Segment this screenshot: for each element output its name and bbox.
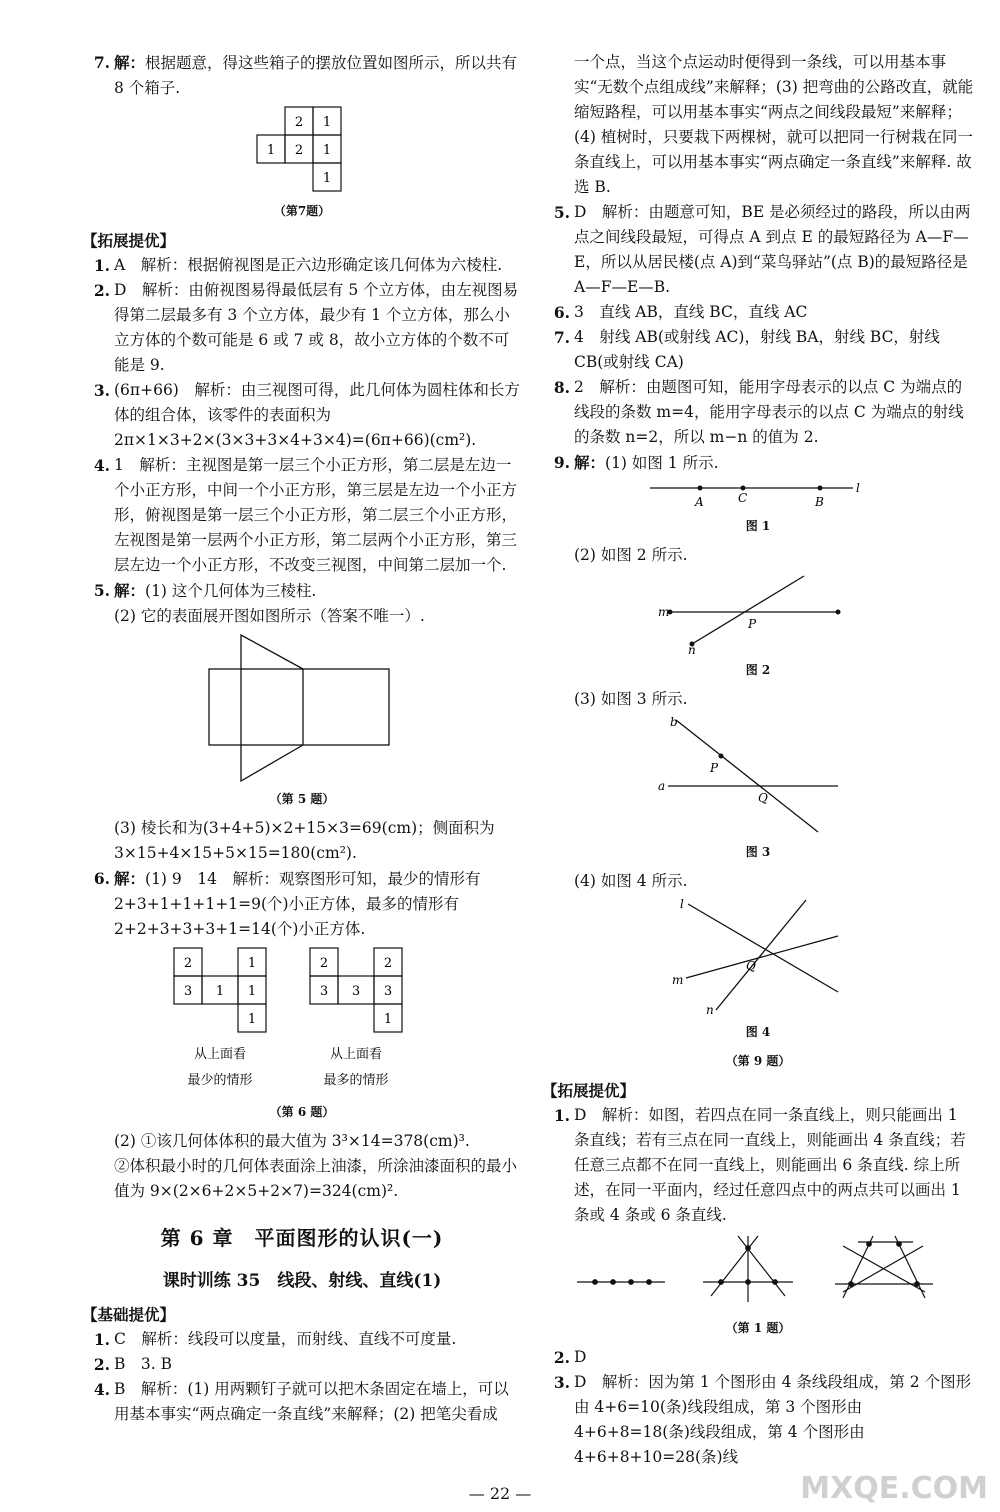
answer-number: 2.	[93, 281, 110, 300]
figure-caption: （第 1 题）	[725, 1321, 791, 1335]
view-label: 从上面看	[329, 1047, 383, 1062]
point-label: B	[815, 495, 824, 509]
answer-number: 1.	[93, 1330, 110, 1349]
grid-cell: 1	[322, 171, 332, 186]
answer-text: D 解析：由俯视图易得最低层有 5 个立方体，由左视图易得第二层最多有 3 个立方体，最少有 1 个立方体，那么小立方体的个数可能是 6 或 7 或 8，故小立方体的个数不可能是 9.	[114, 281, 519, 374]
view-label: 从上面看	[193, 1047, 247, 1062]
view-label: 最少的情形	[187, 1073, 253, 1088]
figure-caption: （第 6 题）	[269, 1105, 335, 1119]
answer-number: 7.	[553, 328, 570, 347]
page-number: — 22 —	[468, 1484, 532, 1503]
answer-x2	[542, 1345, 974, 1370]
point-label: Q	[746, 959, 756, 973]
answer-e2	[82, 278, 522, 378]
grid-cell: 3	[383, 984, 393, 999]
answer-number: 1.	[553, 1106, 570, 1125]
answer-number: 8.	[553, 378, 570, 397]
answer-number: 5.	[93, 581, 110, 600]
answer-e1	[82, 253, 522, 278]
answer-e4	[82, 453, 522, 578]
figure-9-1	[542, 480, 974, 510]
grid-cell: 1	[247, 956, 257, 971]
grid-cell: 1	[322, 115, 332, 130]
answer-text: A 解析：根据俯视图是正六边形确定该几何体为六棱柱.	[114, 256, 503, 274]
answer-paragraph: (2) 它的表面展开图如图所示（答案不唯一）.	[114, 607, 425, 625]
answer-e3	[82, 378, 522, 453]
figure-x1	[542, 1232, 974, 1312]
answer-lead: 解：	[574, 453, 606, 472]
line-label: l	[680, 898, 684, 911]
line-diagram-1	[648, 480, 868, 510]
figure-9-4	[542, 898, 974, 1016]
answer-b2	[82, 1352, 522, 1377]
answer-lead: 解：	[114, 581, 146, 600]
answer-number: 3.	[93, 381, 110, 400]
answer-lead: 解：	[114, 53, 146, 72]
answer-paragraph: (2) ①该几何体体积的最大值为 3³×14=378(cm)³.	[114, 1132, 470, 1150]
answer-paragraph: (3) 如图 3 所示.	[574, 690, 688, 708]
point-label: Q	[758, 791, 768, 805]
line-label: m	[658, 605, 670, 619]
grid-cell: 2	[294, 143, 304, 158]
answer-number: 2.	[553, 1348, 570, 1367]
answer-r6	[542, 300, 974, 325]
grid-cell: 3	[183, 984, 193, 999]
figure-9-3	[542, 716, 974, 836]
answer-text: B 解析：(1) 用两颗钉子就可以把木条固定在墙上，可以用基本事实“两点确定一条直线”来解释；(2) 把笔尖看成	[114, 1380, 509, 1423]
section-heading: 【拓展提优】	[542, 1081, 636, 1100]
grid-cell: 2	[183, 956, 193, 971]
answer-text: (1) 如图 1 所示.	[605, 454, 719, 472]
answer-paragraph: (4) 如图 4 所示.	[574, 872, 688, 890]
line-diagram-2	[658, 572, 858, 654]
answer-text: (6π+66) 解析：由三视图可得，此几何体为圆柱体和长方体的组合体，该零件的表面积为 2π×1×3+2×(3×3+3×4+3×4)=(6π+66)(cm²).	[114, 381, 520, 449]
left-column	[82, 50, 522, 1427]
answer-r8	[542, 375, 974, 450]
line-label: n	[688, 643, 696, 654]
point-label: A	[695, 495, 704, 509]
answer-text: (1) 9 14 解析：观察图形可知，最少的情形有 2+3+1+1+1+1=9(个)小正方体，最多的情形有 2+2+3+3+3+1=14(个)小正方体.	[114, 870, 481, 938]
section-heading: 【拓展提优】	[82, 231, 176, 250]
view-label: 最多的情形	[323, 1073, 389, 1088]
answer-number: 4.	[93, 456, 110, 475]
grid-cell: 2	[294, 115, 304, 130]
line-label: a	[658, 779, 666, 793]
chapter-title: 第 6 章 平面图形的认识(一)	[160, 1226, 444, 1250]
answer-number: 5.	[553, 203, 570, 222]
grid-cell: 1	[383, 1012, 393, 1027]
figure-caption: 图 3	[745, 845, 771, 859]
figure-caption: 图 2	[745, 663, 771, 677]
lesson-title: 课时训练 35 线段、射线、直线(1)	[162, 1271, 442, 1291]
top-view-grids	[172, 946, 432, 1096]
answer-text: D 解析：因为第 1 个图形由 4 条线段组成，第 2 个图形由 4+6=10(条)线段组成，第 3 个图形由 4+6+8=18(条)线段组成，第 4 个图形由 4+6+8+10=28(条)线	[574, 1373, 972, 1466]
figure-q6	[82, 946, 522, 1096]
answer-text: 3 直线 AB，直线 BC，直线 AC	[574, 303, 808, 321]
answer-number: 6.	[553, 303, 570, 322]
answer-7	[82, 50, 522, 101]
answer-text: 2 解析：由题图可知，能用字母表示的以点 C 为端点的线段的条数 m=4，能用字母表示的以点 C 为端点的射线的条数 n=2，所以 m−n 的值为 2.	[574, 378, 964, 446]
grid-cell: 2	[383, 956, 393, 971]
answer-e5	[82, 578, 522, 604]
answer-text: 4 射线 AB(或射线 AC)，射线 BA，射线 BC，射线 CB(或射线 CA)	[574, 328, 940, 371]
answer-text: C 解析：线段可以度量，而射线、直线不可度量.	[114, 1330, 457, 1348]
prism-net	[207, 633, 397, 783]
answer-number: 1.	[93, 256, 110, 275]
four-points-diagram	[573, 1232, 943, 1312]
figure-9-2	[542, 572, 974, 654]
answer-text: D	[574, 1348, 587, 1366]
line-label: l	[856, 481, 860, 495]
box-layout-grid	[252, 105, 352, 195]
answer-text: 1 解析：主视图是第一层三个小正方形，第二层是左边一个小正方形，中间一个小正方形，第三层是左边一个小正方形，俯视图是第一层三个小正方形，第二层三个小正方形，左视图是第一层两个小正方形，第二层两个小正方形，第三层左边一个小正方形，不改变三视图，中间第二层加一个.	[114, 456, 518, 574]
answer-paragraph: ②体积最小时的几何体表面涂上油漆，所涂油漆面积的最小值为 9×(2×6+2×5+2×7)=324(cm)².	[114, 1157, 518, 1200]
answer-b4	[82, 1377, 522, 1427]
grid-cell: 1	[247, 984, 257, 999]
point-label: P	[710, 761, 719, 775]
line-diagram-4	[658, 898, 858, 1016]
grid-cell: 1	[247, 1012, 257, 1027]
answer-text: D 解析：如图，若四点在同一条直线上，则只能画出 1 条直线；若有三点在同一直线上，则能画出 4 条直线；若任意三点都不在同一直线上，则能画出 6 条直线. 综上所述，在同一平面内，经过任意四点中的两点共可以画出 1 条或 4 条或 6 条直线.	[574, 1106, 966, 1224]
answer-r9	[542, 450, 974, 476]
point-label: C	[738, 491, 748, 505]
grid-cell: 1	[266, 143, 276, 158]
figure-caption: 图 4	[745, 1025, 771, 1039]
grid-cell: 2	[319, 956, 329, 971]
answer-text: B 3. B	[114, 1355, 172, 1373]
answer-paragraph: (2) 如图 2 所示.	[574, 546, 688, 564]
figure-caption: 图 1	[745, 519, 771, 533]
answer-b1	[82, 1327, 522, 1352]
answer-number: 3.	[553, 1373, 570, 1392]
watermark: MXQE.COM	[800, 1471, 988, 1506]
answer-number: 6.	[93, 869, 110, 888]
grid-cell: 3	[351, 984, 361, 999]
right-column	[542, 50, 974, 1470]
answer-text: D 解析：由题意可知，BE 是必须经过的路段，所以由两点之间线段最短，可得点 A 到点 E 的最短路径为 A—F—E，所以从居民楼(点 A)到“菜鸟驿站”(点 B)的最短路径是 A—F—E—B.	[574, 203, 971, 296]
answer-text: 根据题意，得这些箱子的摆放位置如图所示，所以共有 8 个箱子.	[114, 54, 518, 97]
figure-q5	[82, 633, 522, 783]
section-heading: 【基础提优】	[82, 1305, 176, 1324]
line-label: n	[706, 1003, 714, 1016]
line-diagram-3	[658, 716, 858, 836]
answer-r7	[542, 325, 974, 375]
answer-x3	[542, 1370, 974, 1470]
answer-continuation: 一个点，当这个点运动时便得到一条线，可以用基本事实“无数个点组成线”来解释；(3) 把弯曲的公路改直，就能缩短路程，可以用基本事实“两点之间线段最短”来解释；(4) 植树时，只要栽下两棵树，就可以把同一行树栽在同一条直线上，可以用基本事实“两点确定一条直线”来解释. 故选 B.	[574, 53, 974, 196]
figure-caption: （第 5 题）	[269, 792, 335, 806]
answer-number: 4.	[93, 1380, 110, 1399]
answer-paragraph: (3) 棱长和为(3+4+5)×2+15×3=69(cm)；侧面积为 3×15+4×15+5×15=180(cm²).	[114, 819, 495, 862]
line-label: m	[672, 973, 684, 987]
answer-number: 7.	[93, 53, 110, 72]
grid-cell: 3	[319, 984, 329, 999]
answer-x1	[542, 1103, 974, 1228]
grid-cell: 1	[322, 143, 332, 158]
line-label: b	[670, 716, 678, 729]
answer-number: 2.	[93, 1355, 110, 1374]
answer-number: 9.	[553, 453, 570, 472]
grid-cell: 1	[215, 984, 225, 999]
answer-e6	[82, 866, 522, 942]
figure-q7	[82, 105, 522, 195]
figure-caption: （第7题）	[273, 204, 331, 218]
answer-text: (1) 这个几何体为三棱柱.	[145, 582, 317, 600]
answer-lead: 解：	[114, 869, 146, 888]
figure-caption: （第 9 题）	[725, 1054, 791, 1068]
point-label: P	[748, 617, 757, 631]
answer-r5	[542, 200, 974, 300]
